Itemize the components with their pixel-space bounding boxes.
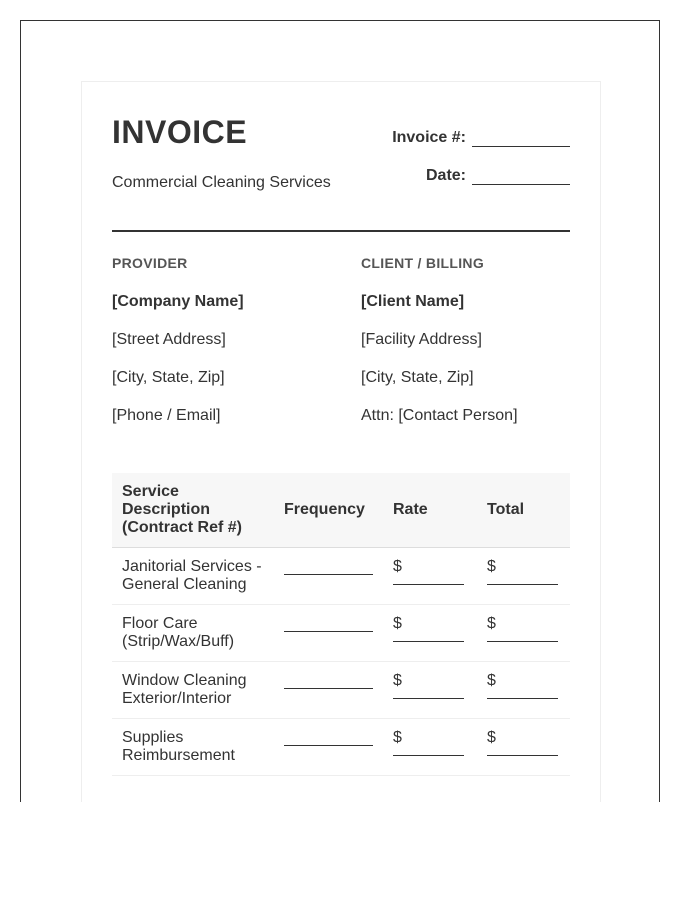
client-name: [Client Name] [361,293,465,310]
table-row [112,719,570,776]
frequency-cell [274,719,383,776]
frequency-field[interactable] [284,745,373,746]
services-table [112,473,570,776]
rate-currency: $ [393,615,402,632]
total-field[interactable] [487,641,558,642]
invoice-date-field[interactable] [472,170,570,185]
rate-cell [383,605,477,662]
header-service-description: Service Description (Contract Ref #) [112,473,274,548]
header-total: Total [477,473,570,548]
invoice-number-field[interactable] [472,132,570,147]
total-cell [477,548,570,605]
frequency-field[interactable] [284,574,373,575]
rate-field[interactable] [393,584,464,585]
table-row [112,548,570,605]
provider-city-state-zip: [City, State, Zip] [112,369,225,386]
rate-currency: $ [393,729,402,746]
header-rate: Rate [383,473,477,548]
provider-company-name: [Company Name] [112,293,244,310]
invoice-date-row [426,167,570,185]
invoice-number-row [392,129,570,147]
rate-field[interactable] [393,698,464,699]
header-frequency: Frequency [274,473,383,548]
frequency-cell [274,548,383,605]
provider-street-address: [Street Address] [112,331,226,348]
client-facility-address: [Facility Address] [361,331,482,348]
client-block [361,255,581,427]
table-header-row [112,473,570,548]
total-field[interactable] [487,698,558,699]
total-currency: $ [487,729,496,746]
invoice-subtitle: Commercial Cleaning Services [112,174,331,191]
total-cell [477,719,570,776]
total-field[interactable] [487,584,558,585]
client-city-state-zip: [City, State, Zip] [361,369,474,386]
rate-cell [383,719,477,776]
service-description: Janitorial Services - General Cleaning [112,548,274,605]
frequency-field[interactable] [284,688,373,689]
rate-currency: $ [393,558,402,575]
total-field[interactable] [487,755,558,756]
invoice-date-label: Date: [425,167,466,184]
rate-cell [383,662,477,719]
client-heading: CLIENT / BILLING [361,255,485,271]
service-description: Floor Care (Strip/Wax/Buff) [112,605,274,662]
total-currency: $ [487,672,496,689]
service-description: Window Cleaning Exterior/Interior [112,662,274,719]
table-row [112,605,570,662]
frequency-field[interactable] [284,631,373,632]
frequency-cell [274,605,383,662]
rate-field[interactable] [393,755,464,756]
rate-field[interactable] [393,641,464,642]
service-description: Supplies Reimbursement [112,719,274,776]
total-cell [477,662,570,719]
header-divider [112,230,570,232]
invoice-number-label: Invoice #: [392,129,466,146]
client-attention: Attn: [Contact Person] [361,407,518,424]
rate-currency: $ [393,672,402,689]
total-currency: $ [487,615,496,632]
provider-heading: PROVIDER [112,255,188,271]
frequency-cell [274,662,383,719]
provider-phone-email: [Phone / Email] [112,407,221,424]
rate-cell [383,548,477,605]
total-cell [477,605,570,662]
invoice-title: INVOICE [112,114,248,150]
total-currency: $ [487,558,496,575]
table-row [112,662,570,719]
provider-block [112,255,332,427]
